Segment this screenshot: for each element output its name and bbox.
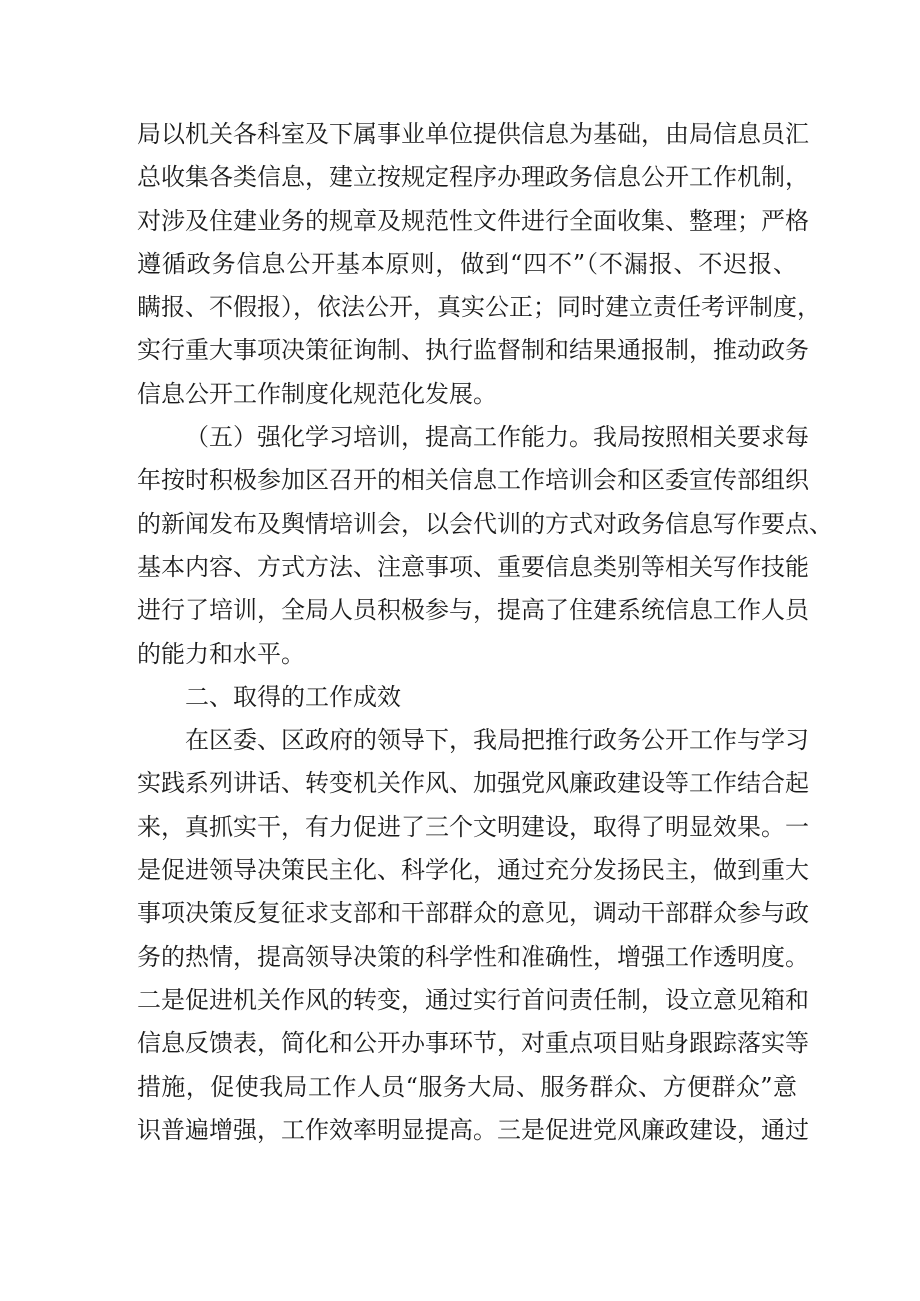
text-line: 总收集各类信息，建立按规定程序办理政务信息公开工作机制，	[137, 163, 809, 192]
text-line: 基本内容、方式方法、注意事项、重要信息类别等相关写作技能	[137, 552, 809, 581]
paragraph-info-mechanism	[137, 113, 821, 416]
section-heading-text: 二、取得的工作成效	[185, 682, 401, 711]
text-line: 在区委、区政府的领导下，我局把推行政务公开工作与学习	[185, 726, 809, 755]
text-line: 措施，促使我局工作人员“服务大局、服务群众、方便群众”意	[137, 1072, 797, 1101]
text-line: 是促进领导决策民主化、科学化，通过充分发扬民主，做到重大	[137, 856, 809, 885]
text-line: 对涉及住建业务的规章及规范性文件进行全面收集、整理；严格	[137, 206, 809, 235]
text-line: 实行重大事项决策征询制、执行监督制和结果通报制，推动政务	[137, 336, 809, 365]
text-line: 年按时积极参加区召开的相关信息工作培训会和区委宣传部组织	[137, 466, 809, 495]
text-line: 的能力和水平。	[137, 639, 305, 668]
text-line: 局以机关各科室及下属事业单位提供信息为基础，由局信息员汇	[137, 120, 809, 148]
section-heading	[137, 676, 797, 719]
text-line: 的新闻发布及舆情培训会，以会代训的方式对政务信息写作要点、	[137, 509, 833, 538]
text-line: 遵循政务信息公开基本原则，做到“四不”（不漏报、不迟报、	[137, 249, 797, 278]
text-line: 事项决策反复征求支部和干部群众的意见，调动干部群众参与政	[137, 899, 809, 928]
text-line: 信息反馈表，简化和公开办事环节，对重点项目贴身跟踪落实等	[137, 1029, 809, 1058]
text-line: 二是促进机关作风的转变，通过实行首问责任制，设立意见箱和	[137, 985, 809, 1014]
text-line: 信息公开工作制度化规范化发展。	[137, 379, 497, 408]
text-line: 进行了培训，全局人员积极参与，提高了住建系统信息工作人员	[137, 596, 809, 625]
paragraph-achievements	[137, 719, 809, 1152]
text-line: 实践系列讲话、转变机关作风、加强党风廉政建设等工作结合起	[137, 769, 809, 798]
text-line: 来，真抓实干，有力促进了三个文明建设，取得了明显效果。一	[137, 812, 809, 841]
text-line: 识普遍增强，工作效率明显提高。三是促进党风廉政建设，通过	[137, 1115, 809, 1144]
text-line: （五）强化学习培训，提高工作能力。我局按照相关要求每	[185, 423, 809, 452]
document-body	[137, 113, 833, 1152]
text-line: 瞒报、不假报），依法公开，真实公正；同时建立责任考评制度，	[137, 293, 821, 322]
paragraph-training	[137, 416, 833, 676]
text-line: 务的热情，提高领导决策的科学性和准确性，增强工作透明度。	[137, 942, 809, 971]
